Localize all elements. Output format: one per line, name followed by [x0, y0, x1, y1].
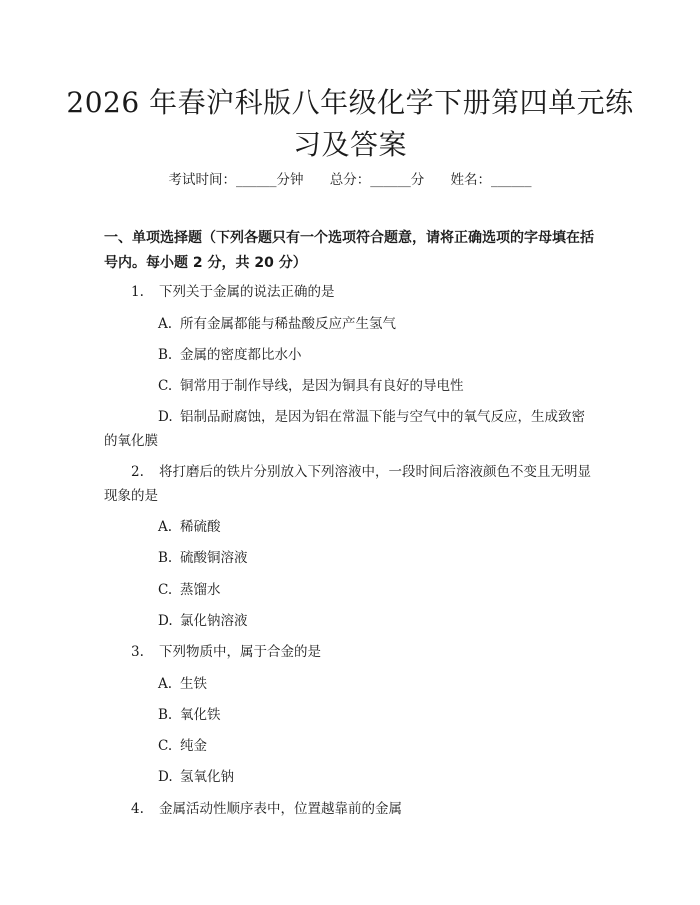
section-heading-line-1: 一、单项选择题（下列各题只有一个选项符合题意，请将正确选项的字母填在括: [104, 230, 594, 246]
question-text: 下列关于金属的说法正确的是: [159, 284, 335, 300]
exam-time: 考试时间：______分钟: [168, 172, 304, 188]
option-label: A.: [158, 519, 173, 535]
q1-option-a: [158, 312, 396, 336]
option-text: 蒸馏水: [180, 582, 221, 598]
option-text: 金属的密度都比水小: [180, 347, 302, 363]
q3-option-b: [158, 703, 221, 727]
q1-option-d: [158, 405, 585, 429]
option-label: C.: [158, 738, 173, 754]
q2-option-d: [158, 609, 248, 633]
option-text: 纯金: [180, 738, 207, 754]
question-2: [131, 460, 591, 484]
q2-option-b: [158, 546, 248, 570]
exam-meta: [0, 168, 700, 188]
option-label: D.: [158, 769, 173, 785]
q2-option-c: [158, 578, 221, 602]
section-heading-line-2: 号内。每小题 2 分，共 20 分）: [104, 255, 307, 271]
student-name: 姓名：______: [450, 172, 532, 188]
question-number: 2.: [131, 464, 144, 480]
question-text: 下列物质中，属于合金的是: [159, 644, 321, 660]
question-4: [131, 797, 402, 821]
question-text: 金属活动性顺序表中，位置越靠前的金属: [159, 801, 402, 817]
option-text: 铜常用于制作导线，是因为铜具有良好的导电性: [180, 378, 464, 394]
option-label: B.: [158, 347, 173, 363]
q1-option-d-continuation: 的氧化膜: [104, 433, 158, 449]
q1-option-c: [158, 374, 464, 398]
option-text: 氯化钠溶液: [180, 613, 248, 629]
section-heading: [104, 226, 604, 276]
q3-option-a: [158, 672, 207, 696]
title-line-1: 2026 年春沪科版八年级化学下册第四单元练: [66, 86, 634, 119]
option-label: A.: [158, 676, 173, 692]
option-text: 生铁: [180, 676, 207, 692]
option-text: 氧化铁: [180, 707, 221, 723]
option-label: B.: [158, 550, 173, 566]
question-text: 将打磨后的铁片分别放入下列溶液中，一段时间后溶液颜色不变且无明显: [159, 464, 591, 480]
question-1: [131, 280, 335, 304]
option-text: 铝制品耐腐蚀，是因为铝在常温下能与空气中的氧气反应，生成致密: [180, 409, 585, 425]
q1-option-b: [158, 343, 302, 367]
question-number: 4.: [131, 801, 144, 817]
q3-option-c: [158, 734, 207, 758]
option-label: D.: [158, 613, 173, 629]
q2-option-a: [158, 515, 221, 539]
option-label: C.: [158, 582, 173, 598]
q2-text-continuation: 现象的是: [104, 488, 158, 504]
option-label: B.: [158, 707, 173, 723]
question-number: 1.: [131, 284, 144, 300]
option-label: D.: [158, 409, 173, 425]
q3-option-d: [158, 765, 234, 789]
option-label: A.: [158, 316, 173, 332]
exam-score: 总分：______分: [329, 172, 425, 188]
question-number: 3.: [131, 644, 144, 660]
option-text: 硫酸铜溶液: [180, 550, 248, 566]
option-label: C.: [158, 378, 173, 394]
title-line-2: 习及答案: [292, 128, 407, 161]
option-text: 稀硫酸: [180, 519, 221, 535]
question-3: [131, 640, 321, 664]
option-text: 氢氧化钠: [180, 769, 234, 785]
page-title: [60, 82, 640, 166]
option-text: 所有金属都能与稀盐酸反应产生氢气: [180, 316, 396, 332]
